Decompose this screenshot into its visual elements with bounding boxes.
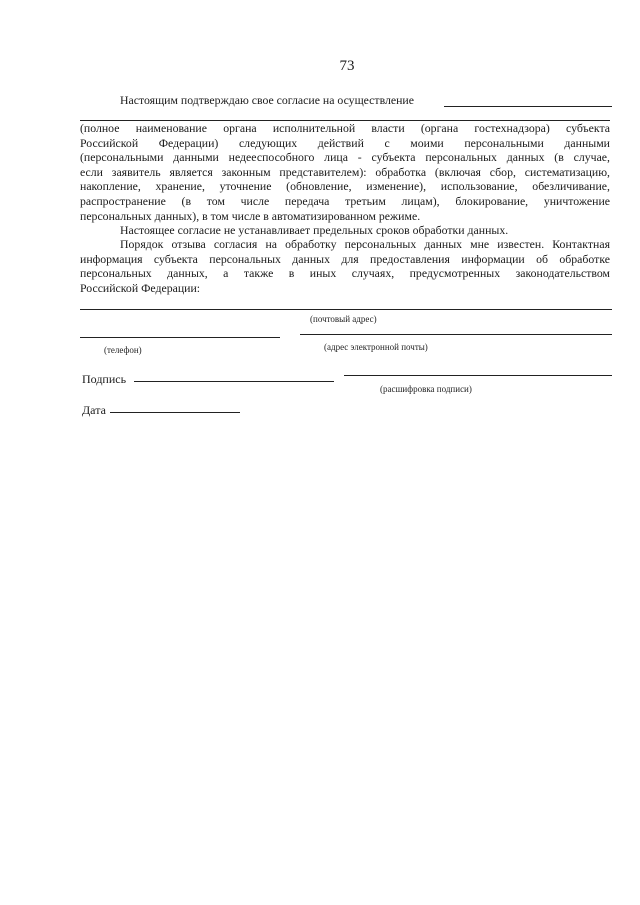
revoke-line: Порядок отзыва согласия на обработку персональных данных мне известен. Контактная [120,237,610,251]
email-line [300,334,612,335]
body-line: если заявитель является законным представителем): обработка (включая сбор, систематизацию, [80,164,610,179]
body-line: (персональными данными недееспособного лица - субъекта персональных данных (в случае, [80,150,610,165]
body-line: персональных данных), в том числе в автоматизированном режиме. [80,208,421,223]
signature-line [134,381,334,382]
body-line: (полное наименование органа исполнительной власти (органа гостехнадзора) субъекта [80,121,610,135]
decode-label: (расшифровка подписи) [380,384,472,394]
no-deadline-text: Настоящее согласие не устанавливает предельных сроков обработки данных. [120,223,509,237]
decode-line [344,375,612,376]
intro-blank-line [444,106,612,107]
phone-line [80,337,280,338]
body-paragraph [80,121,610,223]
revoke-line: персональных данных, а также в иных случаях, предусмотренных законодательством [80,266,610,281]
body-line: накопление, хранение, уточнение (обновление, изменение), использование, обезличивание, [80,179,610,194]
intro-text: Настоящим подтверждаю свое согласие на осуществление [120,93,414,107]
page-number: 73 [339,58,355,74]
revoke-line: информация субъекта персональных данных для предоставления информации об обработке [80,251,610,266]
postal-address-line [80,309,612,310]
date-label: Дата [82,403,106,417]
revoke-line: Российской Федерации: [80,280,201,295]
phone-label: (телефон) [104,345,142,355]
signature-label: Подпись [82,372,127,386]
email-label: (адрес электронной почты) [324,342,428,352]
date-line [110,412,240,413]
postal-address-label: (почтовый адрес) [310,314,377,324]
revoke-paragraph [80,237,610,295]
body-line: Российской Федерации) следующих действий с моими персональными данными [80,135,610,150]
body-line: распространение (в том числе передача третьим лицам), блокирование, уничтожение [80,193,610,208]
